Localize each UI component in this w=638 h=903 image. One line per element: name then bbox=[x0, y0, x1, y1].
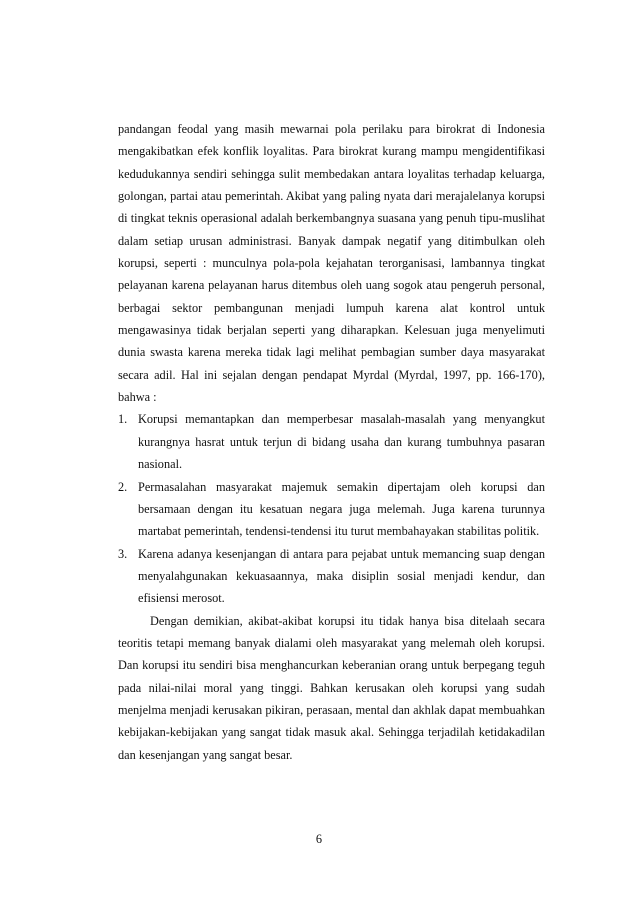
list-item bbox=[118, 543, 545, 610]
list-item-text: Karena adanya kesenjangan di antara para pejabat untuk memancing suap dengan menyalahgunakan kekuasaannya, maka disiplin sosial menjadi kendur, dan efisiensi merosot. bbox=[138, 546, 545, 606]
list-item-number: 3. bbox=[118, 546, 128, 561]
list-item-number: 1. bbox=[118, 412, 128, 427]
closing-paragraph: Dengan demikian, akibat-akibat korupsi itu tidak hanya bisa ditelaah secara teoritis tetapi memang banyak dialami oleh masyarakat yang melemah oleh korupsi. Dan korupsi itu sendiri bisa menghancurkan keberanian orang untuk berpegang teguh pada nilai-nilai moral yang tinggi. Bahkan kerusakan oleh korupsi yang sudah menjelma menjadi kerusakan pikiran, perasaan, mental dan akhlak dapat membuahkan kebijakan-kebijakan yang sangat tidak masuk akal. Sehingga terjadilah ketidakadilan dan kesenjangan yang sangat besar. bbox=[118, 613, 545, 762]
list-item bbox=[118, 408, 545, 475]
list-item bbox=[118, 476, 545, 543]
intro-paragraph: pandangan feodal yang masih mewarnai pola perilaku para birokrat di Indonesia mengakibatkan efek konflik loyalitas. Para birokrat kurang mampu mengidentifikasi kedudukannya sendiri sehingga sulit membedakan antara loyalitas terhadap keluarga, golongan, partai atau pemerintah. Akibat yang paling nyata dari merajalelanya korupsi di tingkat teknis operasional adalah berkembangnya suasana yang penuh tipu-muslihat dalam setiap urusan administrasi. Banyak dampak negatif yang ditimbulkan oleh korupsi, seperti : munculnya pola-pola kejahatan terorganisasi, lambannya tingkat pelayanan karena pelayanan harus ditembus oleh uang sogok atau pengeruh personal, berbagai sektor pembangunan menjadi lumpuh karena alat kontrol untuk mengawasinya tidak berjalan seperti yang diharapkan. Kelesuan juga menyelimuti dunia swasta karena mereka tidak lagi melihat pembagian sumber daya masyarakat secara adil. Hal ini sejalan dengan pendapat Myrdal (Myrdal, 1997, pp. 166-170), bahwa : bbox=[118, 122, 545, 405]
body-text bbox=[118, 118, 545, 766]
list-item-text: Permasalahan masyarakat majemuk semakin dipertajam oleh korupsi dan bersamaan dengan itu kesatuan negara juga melemah. Juga karena turunnya martabat pemerintah, tendensi-tendensi itu turut membahayakan stabilitas politik. bbox=[138, 479, 545, 539]
numbered-list bbox=[118, 408, 545, 609]
list-item-number: 2. bbox=[118, 479, 128, 494]
list-item-text: Korupsi memantapkan dan memperbesar masalah-masalah yang menyangkut kurangnya hasrat untuk terjun di bidang usaha dan kurang tumbuhnya pasaran nasional. bbox=[138, 412, 545, 472]
page-number: 6 bbox=[315, 832, 323, 846]
